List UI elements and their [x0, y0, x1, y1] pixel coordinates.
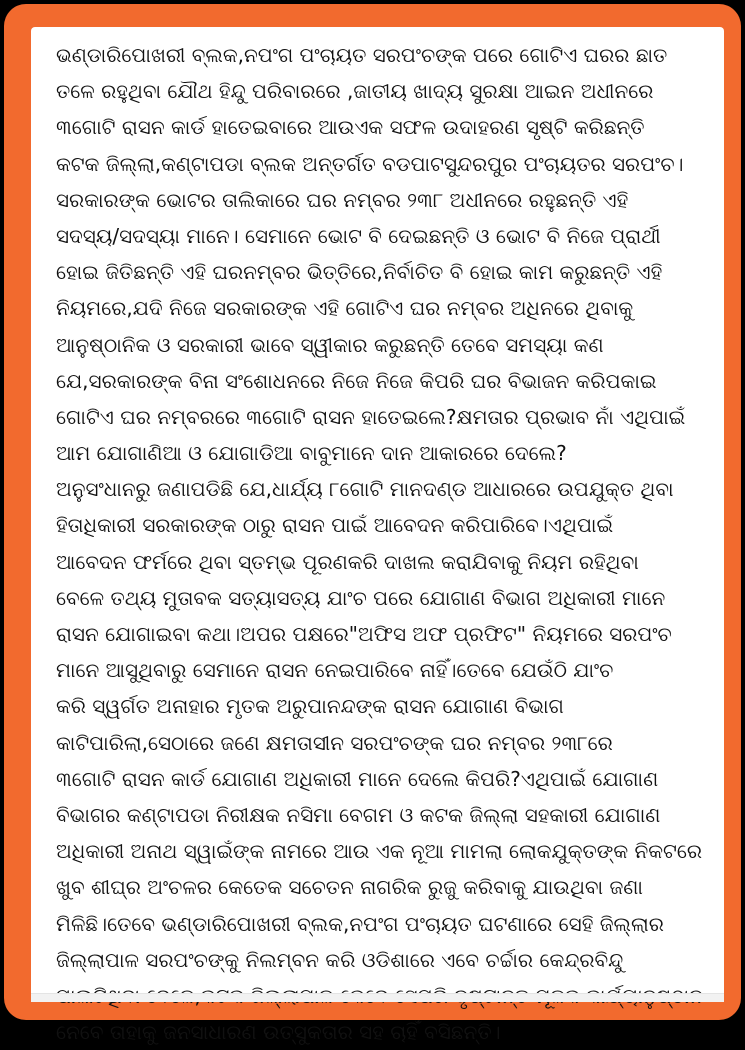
text-line: ସଦସ୍ୟ/ସଦସ୍ୟା ମାନେ। ସେମାନେ ଭୋଟ ବି ଦେଇଛନ୍ତି ଓ ଭୋଟ ବି ନିଜେ ପ୍ରାର୍ଥୀ [56, 223, 661, 248]
text-line: କରି ସ୍ୱର୍ଗତ ଅନାହାର ମୃତକ ଅରୁପାନନ୍ଦଙ୍କ ରାସନ ଯୋଗାଣ ବିଭାଗ [56, 694, 564, 719]
text-line: ବେଳେ ତଥ୍ୟ ମୁତାବକ ସତ୍ୟାସତ୍ୟ ଯାଂଚ ପରେ ଯୋଗାଣ ବିଭାଗ ଅଧିକାରୀ ମାନେ [56, 585, 666, 610]
text-line: ଆବେଦନ ଫର୍ମରେ ଥିବା ସ୍ତମ୍ଭ ପୂରଣକରି ଦାଖଲ କରାଯିବାକୁ ନିୟମ ରହିଥିବା [56, 549, 639, 574]
text-line: ମିଳିଛି।ତେବେ ଭଣ୍ଡାରିପୋଖରୀ ବ୍ଲକ,ନପଂଗ ପଂଚାୟତ ଘଟଣାରେ ସେହି ଜିଲ୍ଲାର [56, 911, 664, 936]
text-card [31, 27, 724, 1045]
text-line: ହିତାଧିକାରୀ ସରକାରଙ୍କ ଠାରୁ ରାସନ ପାଇଁ ଆବେଦନ କରିପାରିବେ।ଏଥିପାଇଁ [56, 513, 614, 538]
text-line: ଅନୁସଂଧାନରୁ ଜଣାପଡିଛି ଯେ,ଧାର୍ଯ୍ୟ ୮ଗୋଟି ମାନଦଣ୍ଡ ଆଧାରରେ ଉପଯୁକ୍ତ ଥିବା [56, 477, 674, 502]
text-line: ଆନୁଷ୍ଠାନିକ ଓ ସରକାରୀ ଭାବେ ସ୍ୱୀକାର କରୁଛନ୍ତି ତେବେ ସମସ୍ୟା କଣ [56, 332, 604, 357]
text-line: କଟକ ଜିଲ୍ଲା,କଣ୍ଟାପଡା ବ୍ଲକ ଅନ୍ତର୍ଗତ ବଡପାଟସୁନ୍ଦରପୁର ପଂଚାୟତର ସରପଂଚ। [56, 151, 684, 176]
orange-frame [4, 4, 741, 1045]
text-line: ହୋଇ ଜିତିଛନ୍ତି ଏହି ଘରନମ୍ବର ଭିତ୍ତିରେ,ନିର୍ବାଚିତ ବି ହୋଇ କାମ କରୁଛନ୍ତି ଏହି [56, 260, 663, 285]
text-line: କାଟିପାରିଲା,ସେଠାରେ ଜଣେ କ୍ଷମତାସୀନ ସରପଂଚଙ୍କ ଘର ନମ୍ବର ୨୩୮ରେ [56, 730, 613, 755]
text-line: ରାସନ ଯୋଗାଇବା କଥା।ଅପର ପକ୍ଷରେ"ଅଫିସ ଅଫ ପ୍ରଫିଟ" ନିୟମରେ ସରପଂଚ [56, 622, 672, 646]
text-line: ତଳେ ରହୁଥିବା ଯୌଥ ହିନ୍ଦୁ ପରିବାରରେ ,ଜାତୀୟ ଖାଦ୍ୟ ସୁରକ୍ଷା ଆଇନ ଅଧୀନରେ [56, 79, 654, 104]
text-line: ୩ଗୋଟି ରାସନ କାର୍ଡ ଯୋଗାଣ ଅଧିକାରୀ ମାନେ ଦେଲେ କିପରି?ଏଥିପାଇଁ ଯୋଗାଣ [56, 766, 659, 791]
article-text [56, 37, 714, 1050]
text-line: ଗୋଟିଏ ଘର ନମ୍ବରରେ ୩ଗୋଟି ରାସନ ହାତେଇଲେ?କ୍ଷମତାର ପ୍ରଭାବ ନାଁ ଏଥିପାଇଁ [56, 404, 686, 429]
text-line: ବିଭାଗର କଣ୍ଟାପଡା ନିରୀକ୍ଷକ ନସିମା ବେଗମ ଓ କଟକ ଜିଲ୍ଲା ସହକାରୀ ଯୋଗାଣ [56, 802, 661, 827]
text-line: ଭଣ୍ଡାରିପୋଖରୀ ବ୍ଲକ,ନପଂଗ ପଂଚାୟତ ସରପଂଚଙ୍କ ପରେ ଗୋଟିଏ ଘରର ଛାତ [56, 43, 668, 67]
text-line: ନିୟମରେ,ଯଦି ନିଜେ ସରକାରଙ୍କ ଏହି ଗୋଟିଏ ଘର ନମ୍ବର ଅଧିନରେ ଥିବାକୁ [56, 296, 634, 321]
text-line: ଜିଲ୍ଲାପାଳ ସରପଂଚଙ୍କୁ ନିଲମ୍ବନ କରି ଓଡିଶାରେ ଏବେ ଚର୍ଚ୍ଚାର କେନ୍ଦ୍ରବିନ୍ଦୁ [56, 947, 624, 972]
text-line: ଆମ ଯୋଗାଣିଆ ଓ ଯୋଗାଡିଆ ବାବୁମାନେ ଦାନ ଆକାରରେ ଦେଲେ? [56, 441, 567, 466]
card-bottom-edge [31, 993, 724, 1002]
text-line: ନେବେ ତାହାକୁ ଜନସାଧାରଣ ଉତ୍ସୁକତାର ସହ ଚାହିଁ ବସିଛନ୍ତି। [56, 1020, 501, 1045]
text-line: ଅଧିକାରୀ ଅନାଥ ସ୍ୱାଇଁଙ୍କ ନାମରେ ଆଉ ଏକ ନୂଆ ମାମଲା ଲୋକଯୁକ୍ତଙ୍କ ନିକଟରେ [56, 839, 703, 864]
text-line: ସରକାରଙ୍କ ଭୋଟର ତାଲିକାରେ ଘର ନମ୍ବର ୨୩୮ ଅଧୀନରେ ରହୁଛନ୍ତି ଏହି [56, 187, 629, 212]
text-line: ଖୁବ ଶୀଘ୍ର ଅଂଚଳର କେତେକ ସଚେତନ ନାଗରିକ ରୁଜୁ କରିବାକୁ ଯାଉଥିବା ଜଣା [56, 875, 643, 900]
text-line: ଯେ,ସରକାରଙ୍କ ବିନା ସଂଶୋଧନରେ ନିଜେ ନିଜେ କିପରି ଘର ବିଭାଜନ କରିପକାଇ [56, 368, 657, 393]
text-line: ୩ଗୋଟି ରାସନ କାର୍ଡ ହାତେଇବାରେ ଆଉଏକ ସଫଳ ଉଦାହରଣ ସୃଷ୍ଟି କରିଛନ୍ତି [56, 115, 645, 140]
text-line: ମାନେ ଆସୁଥିବାରୁ ସେମାନେ ରାସନ ନେଇପାରିବେ ନାହିଁ।ତେବେ ଯେଉଁଠି ଯାଂଚ [56, 658, 614, 683]
